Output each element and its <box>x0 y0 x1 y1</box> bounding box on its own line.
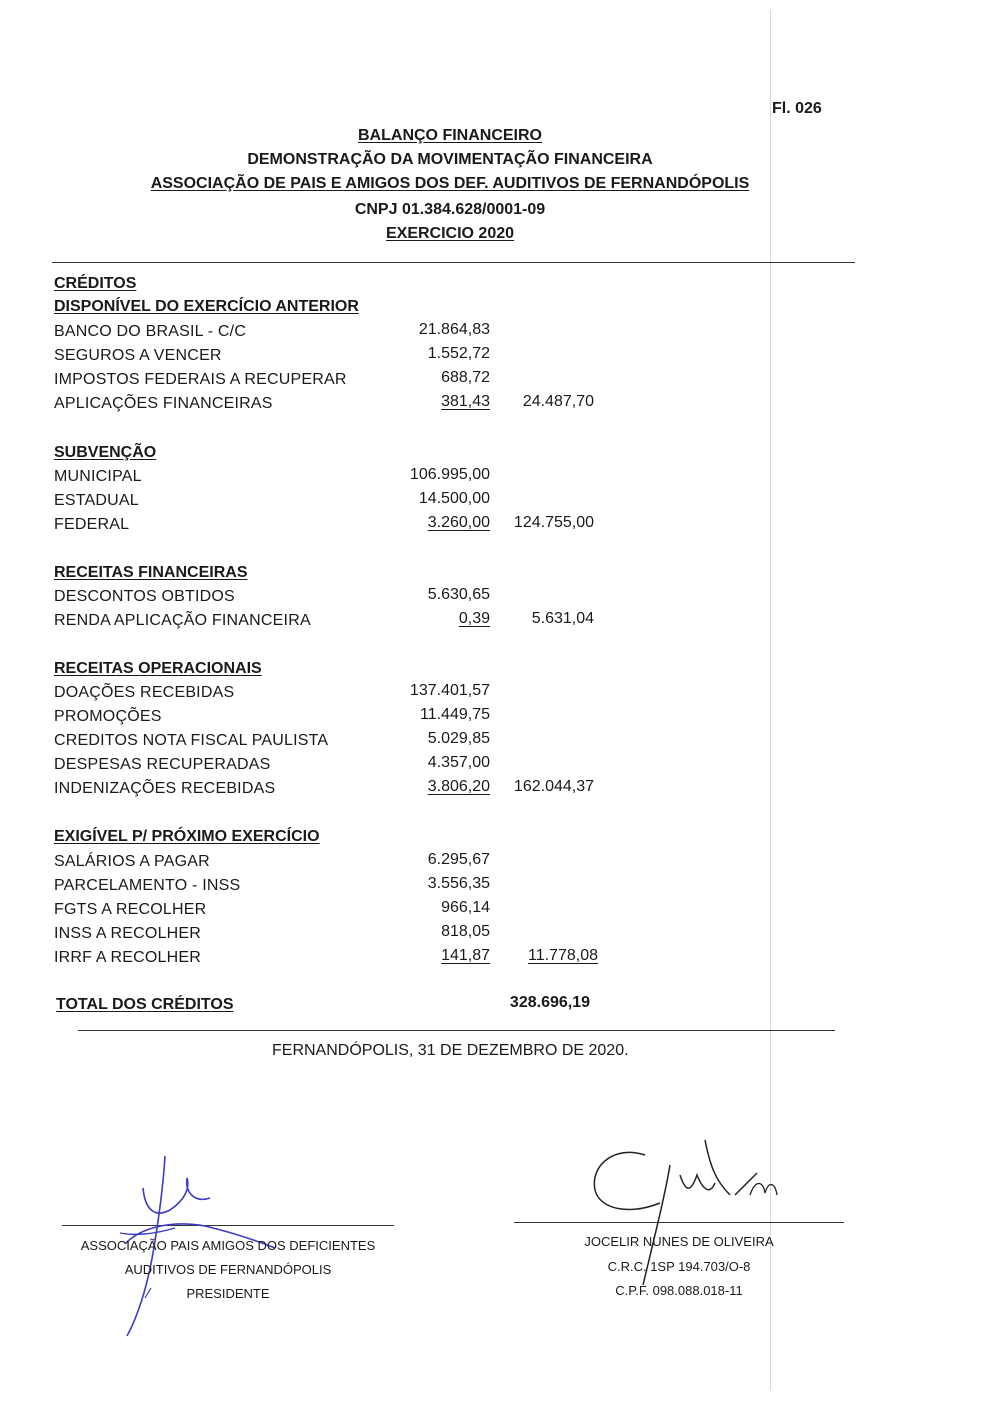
row-label: FGTS A RECOLHER <box>54 901 207 918</box>
row-value: 21.864,83 <box>418 321 490 338</box>
row-label: IMPOSTOS FEDERAIS A RECUPERAR <box>54 371 347 388</box>
section-title-receitas-operacionais: RECEITAS OPERACIONAIS <box>54 660 262 677</box>
section-subtotal: 11.778,08 <box>528 947 598 964</box>
row-label: SALÁRIOS A PAGAR <box>54 853 210 870</box>
row-label: FEDERAL <box>54 516 130 533</box>
sig-right-line3: C.P.F. 098.088.018-11 <box>615 1283 743 1298</box>
section-title-disponivel: DISPONÍVEL DO EXERCÍCIO ANTERIOR <box>54 298 359 315</box>
row-value: 966,14 <box>441 899 490 916</box>
top-rule <box>52 262 855 263</box>
row-label: SEGUROS A VENCER <box>54 347 222 364</box>
cnpj: CNPJ 01.384.628/0001-09 <box>354 201 546 218</box>
row-value: 4.357,00 <box>427 754 490 771</box>
row-value: 5.029,85 <box>427 730 490 747</box>
row-label: ESTADUAL <box>54 492 139 509</box>
sig-left-line1: ASSOCIAÇÃO PAIS AMIGOS DOS DEFICIENTES <box>80 1238 376 1253</box>
row-value: 11.449,75 <box>420 706 490 723</box>
row-value: 0,39 <box>458 610 490 627</box>
date-line: FERNANDÓPOLIS, 31 DE DEZEMBRO DE 2020. <box>272 1042 629 1059</box>
row-value: 381,43 <box>441 393 490 410</box>
section-subtotal: 162.044,37 <box>513 778 594 795</box>
row-label: DESCONTOS OBTIDOS <box>54 588 235 605</box>
sig-left-line2: AUDITIVOS DE FERNANDÓPOLIS <box>124 1262 332 1277</box>
section-subtotal: 124.755,00 <box>513 514 594 531</box>
fiscal-year: EXERCICIO 2020 <box>385 225 515 242</box>
bottom-rule <box>78 1030 835 1031</box>
row-value: 141,87 <box>441 947 490 964</box>
section-subtotal: 5.631,04 <box>531 610 594 627</box>
doc-subtitle: DEMONSTRAÇÃO DA MOVIMENTAÇÃO FINANCEIRA <box>247 151 653 168</box>
signature-scribble-right <box>585 1135 795 1305</box>
row-value: 818,05 <box>441 923 490 940</box>
creditos-title: CRÉDITOS <box>54 275 137 292</box>
section-title-subvencao: SUBVENÇÃO <box>54 444 157 461</box>
row-label: MUNICIPAL <box>54 468 142 485</box>
row-label: PROMOÇÕES <box>54 708 162 725</box>
row-value: 1.552,72 <box>427 345 490 362</box>
row-value: 3.806,20 <box>427 778 490 795</box>
sig-right-line2: C.R.C. 1SP 194.703/O-8 <box>607 1259 751 1274</box>
row-label: DESPESAS RECUPERADAS <box>54 756 271 773</box>
row-label: APLICAÇÕES FINANCEIRAS <box>54 395 273 412</box>
row-value: 3.260,00 <box>427 514 490 531</box>
row-label: INDENIZAÇÕES RECEBIDAS <box>54 780 276 797</box>
row-label: IRRF A RECOLHER <box>54 949 202 966</box>
row-label: PARCELAMENTO - INSS <box>54 877 241 894</box>
row-value: 3.556,35 <box>427 875 490 892</box>
row-value: 106.995,00 <box>409 466 490 483</box>
row-label: RENDA APLICAÇÃO FINANCEIRA <box>54 612 311 629</box>
total-label: TOTAL DOS CRÉDITOS <box>56 996 234 1013</box>
sig-right-line1: JOCELIR NUNES DE OLIVEIRA <box>584 1234 774 1249</box>
row-value: 137.401,57 <box>409 682 490 699</box>
folio-number: Fl. 026 <box>772 100 822 117</box>
row-value: 6.295,67 <box>427 851 490 868</box>
row-value: 5.630,65 <box>427 586 490 603</box>
sig-left-line3: PRESIDENTE <box>186 1286 270 1301</box>
row-label: BANCO DO BRASIL - C/C <box>54 323 247 340</box>
row-label: INSS A RECOLHER <box>54 925 202 942</box>
section-title-exigivel: EXIGÍVEL P/ PRÓXIMO EXERCÍCIO <box>54 828 320 845</box>
section-subtotal: 24.487,70 <box>522 393 594 410</box>
section-title-receitas-financeiras: RECEITAS FINANCEIRAS <box>54 564 248 581</box>
row-value: 14.500,00 <box>418 490 490 507</box>
row-value: 688,72 <box>441 369 490 386</box>
row-label: DOAÇÕES RECEBIDAS <box>54 684 235 701</box>
doc-title: BALANÇO FINANCEIRO <box>358 127 542 144</box>
total-value: 328.696,19 <box>509 994 590 1011</box>
entity-name: ASSOCIAÇÃO DE PAIS E AMIGOS DOS DEF. AUDITIVOS DE FERNANDÓPOLIS <box>150 175 750 192</box>
row-label: CREDITOS NOTA FISCAL PAULISTA <box>54 732 329 749</box>
